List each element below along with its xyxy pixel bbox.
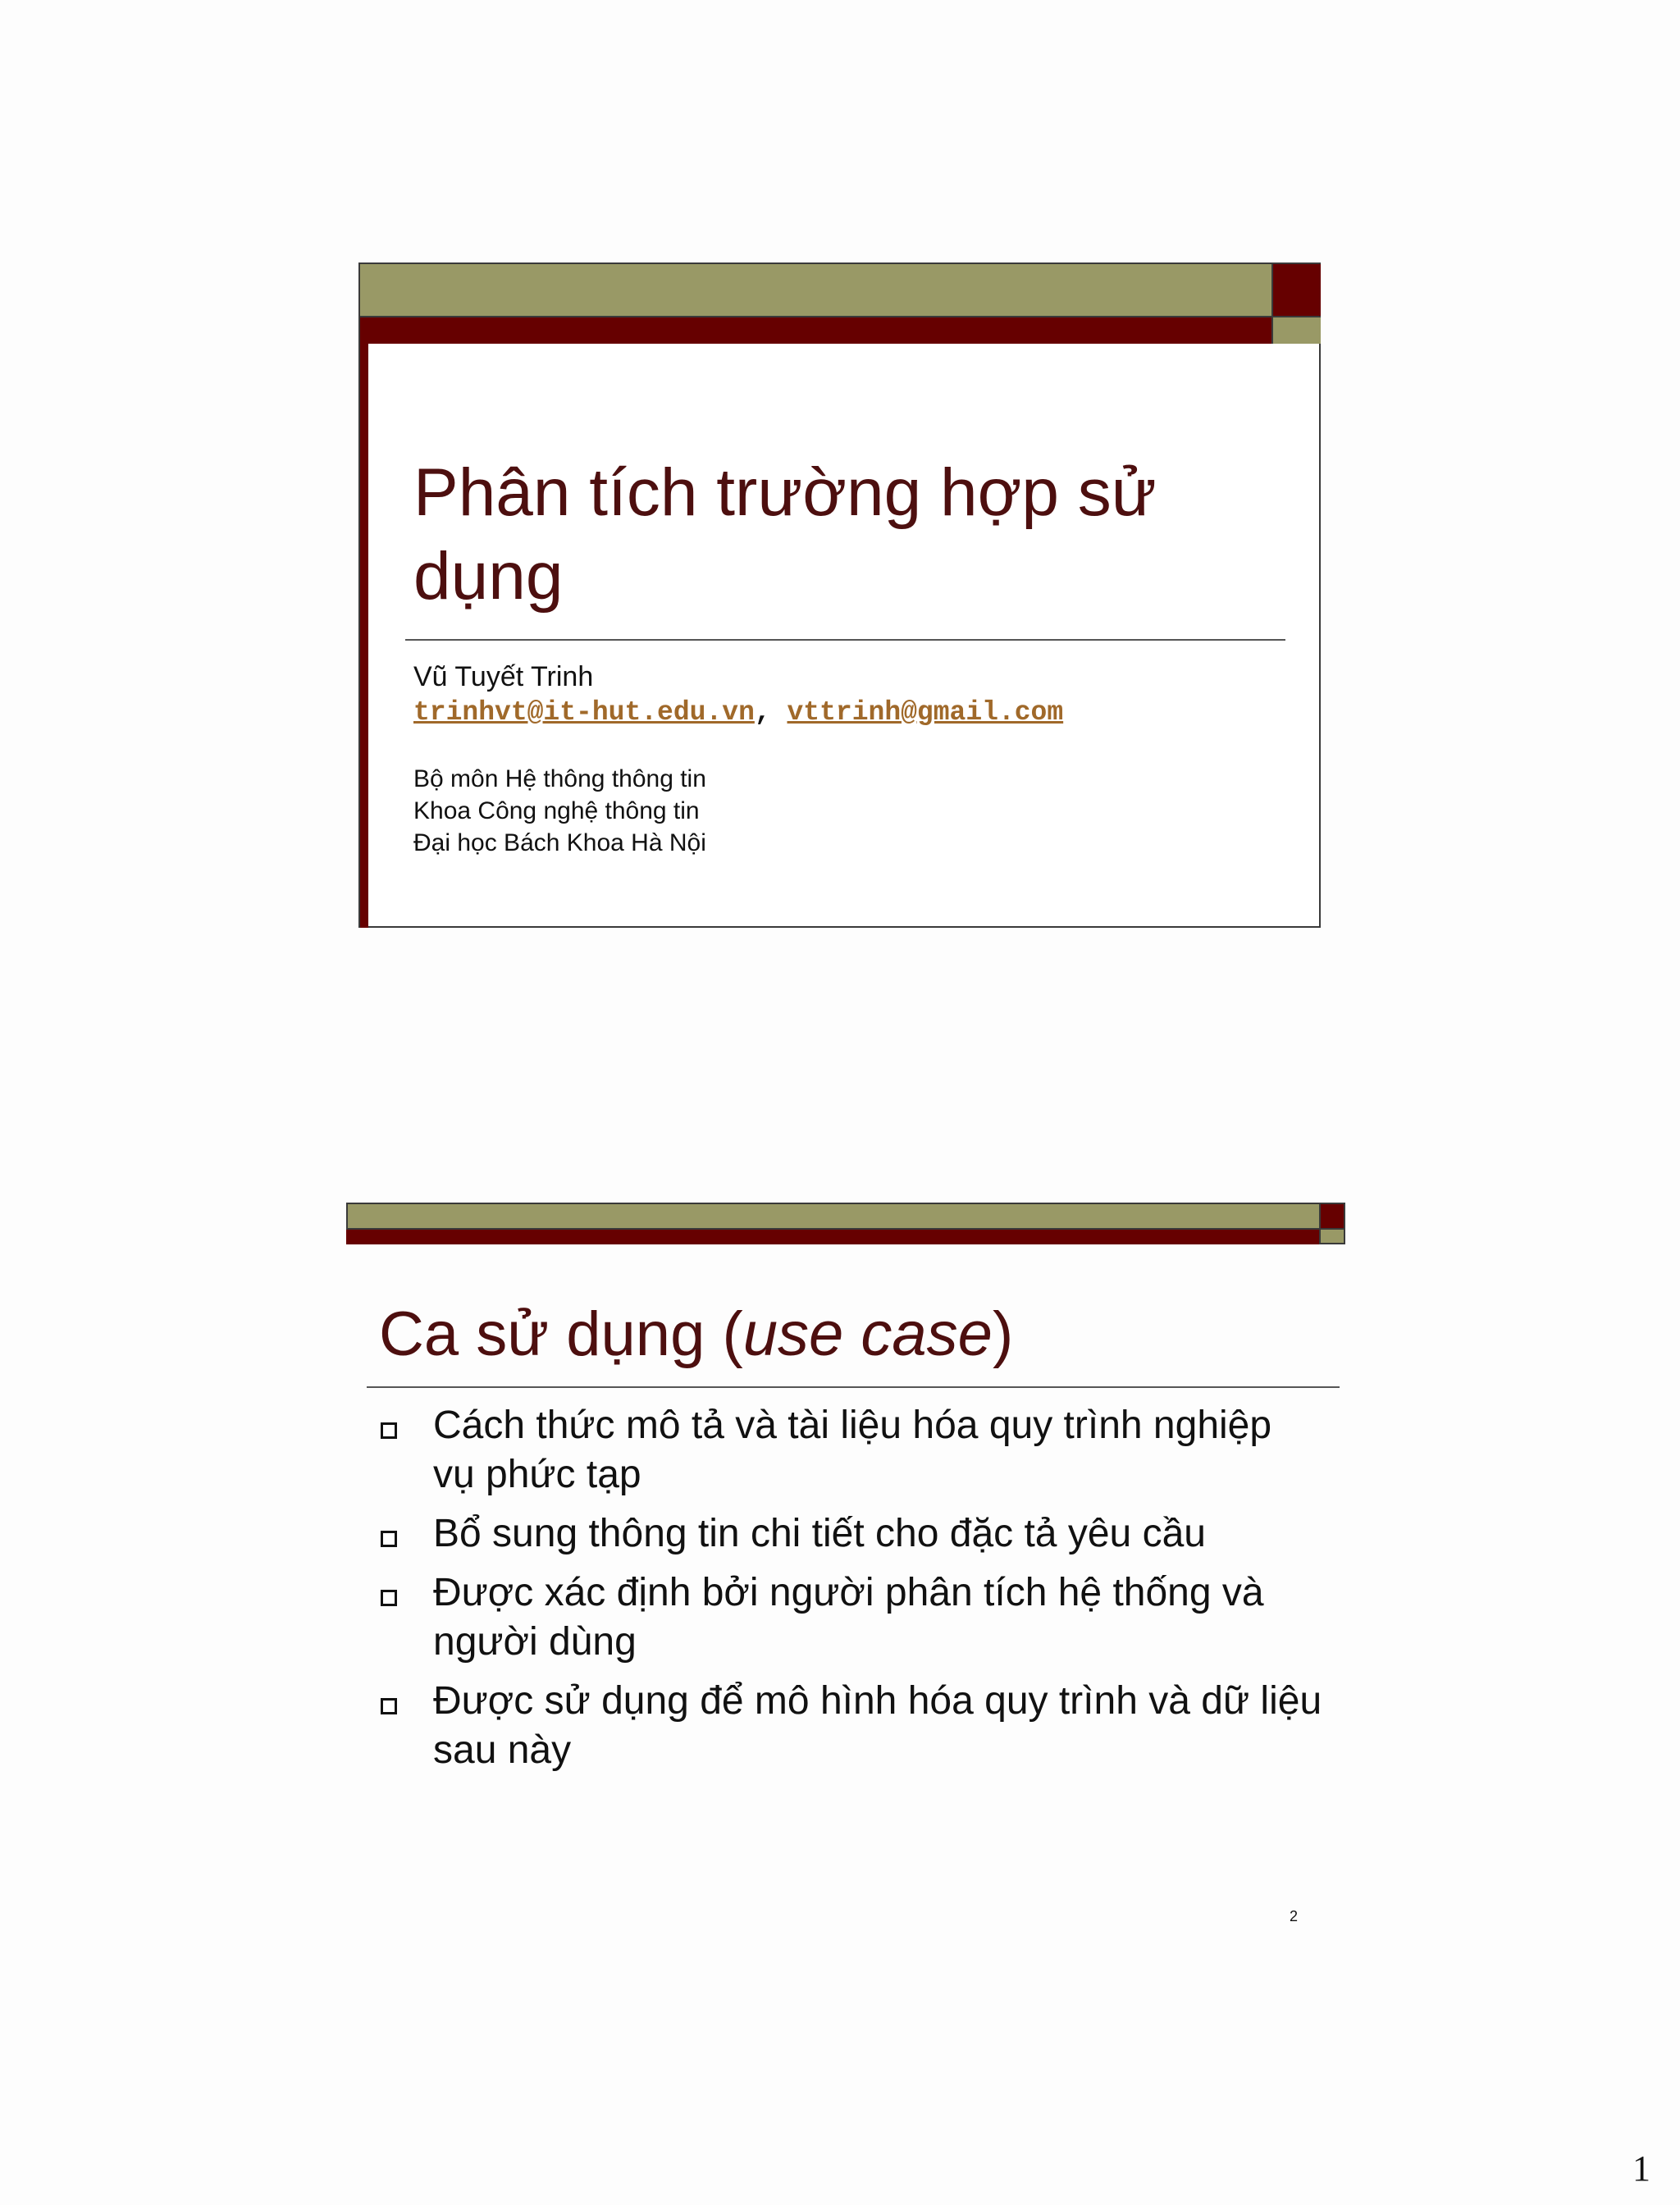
affiliation-block <box>413 763 706 859</box>
slide-2-title <box>379 1298 1013 1372</box>
slide-number: 2 <box>1290 1908 1299 1924</box>
header-maroon-bar <box>346 1230 1319 1244</box>
affiliation-university: Đại học Bách Khoa Hà Nội <box>413 829 706 856</box>
title-suffix: ) <box>992 1299 1014 1369</box>
header-maroon-bar <box>360 317 1271 344</box>
bullet-list <box>379 1401 1322 1785</box>
bullet-text: Được xác định bởi người phân tích hệ thống và người dùng <box>433 1571 1264 1664</box>
title-prefix: Ca sử dụng ( <box>379 1299 743 1369</box>
left-accent-stripe <box>360 344 368 928</box>
square-bullet-icon <box>381 1422 397 1439</box>
header-olive-square <box>1319 1230 1345 1244</box>
slide-1 <box>358 262 1321 928</box>
bullet-item <box>379 1401 1322 1500</box>
bullet-text: Bổ sung thông tin chi tiết cho đặc tả yêu cầu <box>433 1512 1206 1555</box>
square-bullet-icon <box>381 1698 397 1714</box>
bullet-text: Được sử dụng để mô hình hóa quy trình và dữ liệu sau này <box>433 1679 1322 1772</box>
slide-1-title: Phân tích trường hợp sử dụng <box>413 455 1157 614</box>
email-link-secondary[interactable]: vttrinh@gmail.com <box>787 697 1064 728</box>
author-name: Vũ Tuyết Trinh <box>413 661 594 692</box>
bullet-item <box>379 1677 1322 1775</box>
title-divider <box>367 1386 1340 1388</box>
header-maroon-square <box>1319 1203 1345 1230</box>
header-olive-square <box>1271 317 1321 344</box>
bullet-text: Cách thức mô tả và tài liệu hóa quy trình nghiệp vụ phức tạp <box>433 1404 1272 1496</box>
square-bullet-icon <box>381 1531 397 1547</box>
square-bullet-icon <box>381 1590 397 1606</box>
header-olive-bar <box>360 264 1271 317</box>
title-italic: use case <box>742 1299 993 1369</box>
email-link-primary[interactable]: trinhvt@it-hut.edu.vn <box>413 697 755 728</box>
bullet-item <box>379 1509 1322 1559</box>
email-separator: , <box>754 697 771 728</box>
bullet-item <box>379 1568 1322 1667</box>
affiliation-department: Bộ môn Hệ thông thông tin <box>413 765 706 792</box>
title-divider <box>405 639 1285 641</box>
affiliation-faculty: Khoa Công nghệ thông tin <box>413 797 700 824</box>
email-line <box>413 697 1063 728</box>
page-number: 1 <box>1632 2148 1650 2189</box>
header-olive-bar <box>346 1203 1319 1230</box>
header-maroon-square <box>1271 264 1321 317</box>
slide-2 <box>346 1203 1345 1941</box>
